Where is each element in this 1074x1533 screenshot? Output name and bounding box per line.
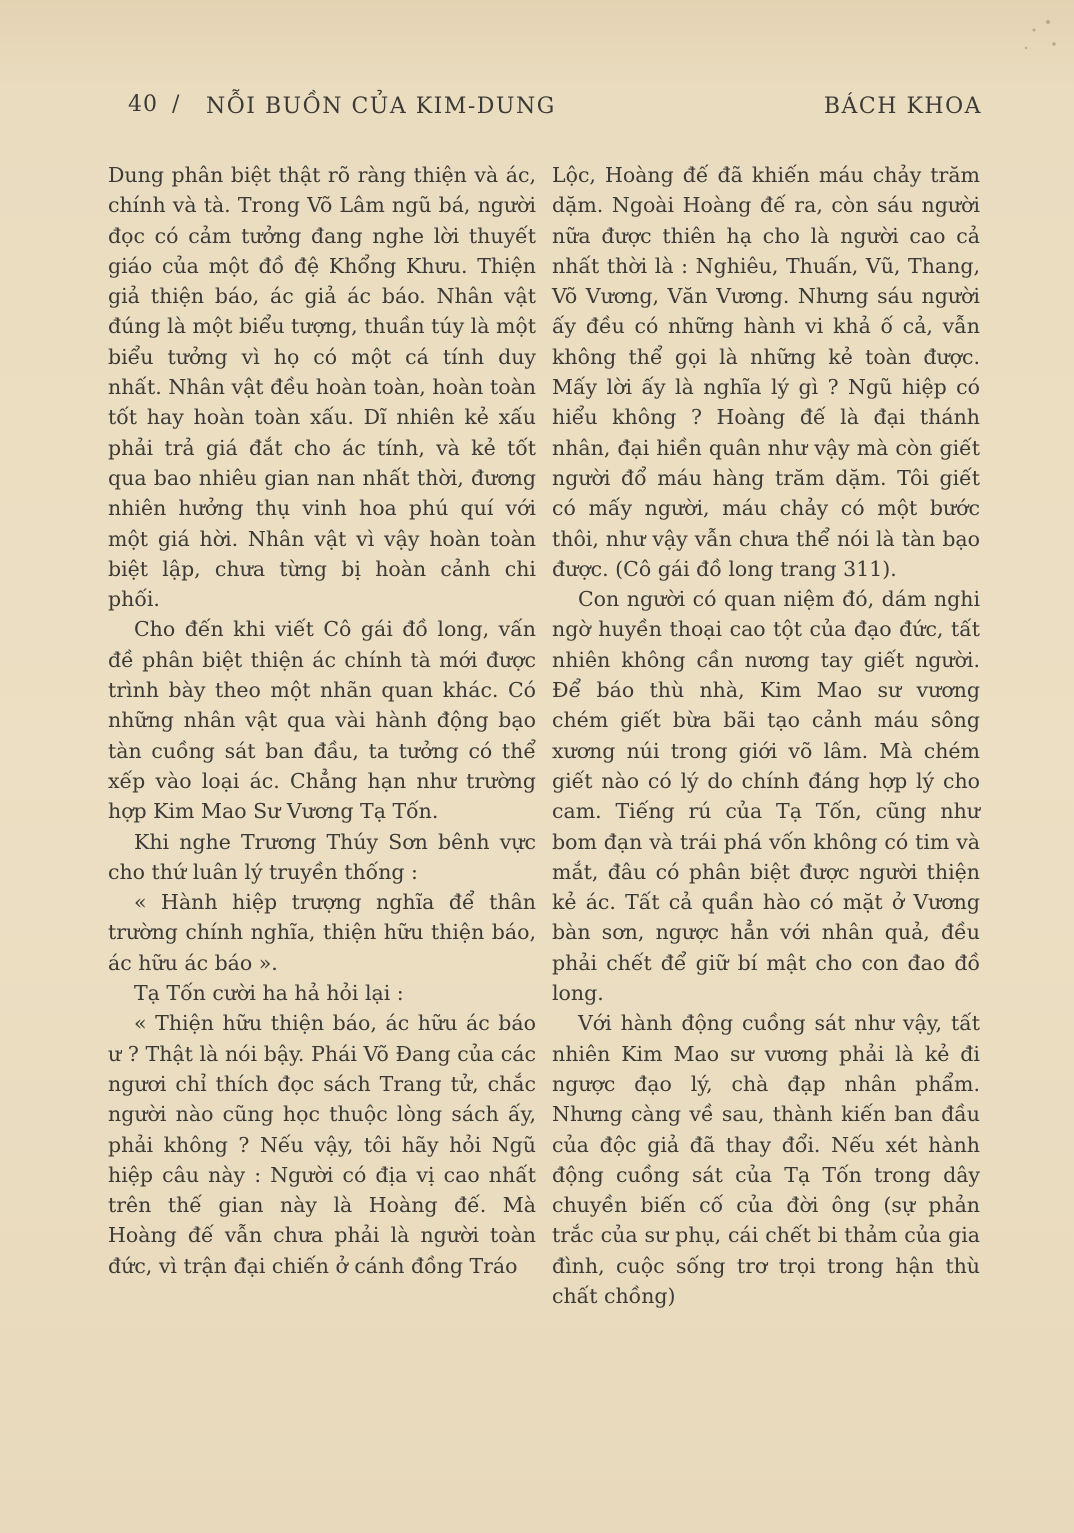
quote-paragraph: « Hành hiệp trượng nghĩa để thân trường chính nghĩa, thiện hữu thiện báo, ác hữu ác báo ». — [108, 890, 536, 975]
right-column — [552, 160, 980, 1311]
paragraph: Dung phân biệt thật rõ ràng thiện và ác, chính và tà. Trong Võ Lâm ngũ bá, người đọc có cảm tưởng đang nghe lời thuyết giáo của một đồ đệ Khổng Khưu. Thiện giả thiện báo, ác giả ác báo. Nhân vật đúng là một biểu tượng, thuần túy là một biểu tưởng vì họ có một cá tính duy nhất. Nhân vật đều hoàn toàn, hoàn toàn tốt hay hoàn toàn xấu. Dĩ nhiên kẻ xấu phải trả giá đắt cho ác tính, và kẻ tốt qua bao nhiêu gian nan nhất thời, đương nhiên hưởng thụ vinh hoa phú quí với một giá hời. Nhân vật vì vậy hoàn toàn biệt lập, chưa từng bị hoàn cảnh chi phối. — [108, 163, 536, 612]
running-title: NỖI BUỒN CỦA KIM-DUNG — [206, 94, 556, 119]
paragraph: Khi nghe Trương Thúy Sơn bênh vực cho thứ luân lý truyền thống : — [108, 829, 536, 884]
paragraph: Con người có quan niệm đó, dám nghi ngờ huyền thoại cao tột của đạo đức, tất nhiên không cần nương tay giết người. Để báo thù nhà, Kim Mao sư vương chém giết bừa bãi tạo cảnh máu sông xương núi trong giới võ lâm. Mà chém giết nào có lý do chính đáng hợp lý cho cam. Tiếng rú của Tạ Tốn, cũng như bom đạn và trái phá vốn không có tim và mắt, đâu có phân biệt được người thiện kẻ ác. Tất cả quần hào có mặt ở Vương bàn sơn, ngược hẳn với nhân quả, đều phải chết để giữ bí mật cho con đao đồ long. — [552, 587, 980, 1006]
paragraph: Với hành động cuồng sát như vậy, tất nhiên Kim Mao sư vương phải là kẻ đi ngược đạo lý, chà đạp nhân phẩm. Nhưng càng về sau, thành kiến ban đầu của độc giả đã thay đổi. Nếu xét hành động cuồng sát của Tạ Tốn trong dây chuyền biến cố của đời ông (sự phản trắc của sư phụ, cái chết bi thảm của gia đình, cuộc sống trơ trọi trong hận thù chất chồng) — [552, 1011, 980, 1308]
page-header — [120, 82, 982, 122]
paragraph: Lộc, Hoàng đế đã khiến máu chảy trăm dặm. Ngoài Hoàng đế ra, còn sáu người nữa được thiên hạ cho là người cao cả nhất thời là : Nghiêu, Thuấn, Vũ, Thang, Võ Vương, Văn Vương. Nhưng sáu người ấy đều có những hành vi khả ố cả, vẫn không thể gọi là những kẻ toàn được. Mấy lời ấy là nghĩa lý gì ? Ngũ hiệp có hiểu không ? Hoàng đế là đại thánh nhân, đại hiền quân như vậy mà còn giết người đổ máu hàng trăm dặm. Tôi giết có mấy người, máu chảy có một bước thôi, như vậy vẫn chưa thể nói là tàn bạo được. (Cô gái đồ long trang 311). — [552, 163, 980, 581]
magazine-name: BÁCH KHOA — [823, 94, 982, 119]
paragraph: Cho đến khi viết Cô gái đồ long, vấn đề phân biệt thiện ác chính tà mới được trình bày theo một nhãn quan khác. Có những nhân vật qua vài hành động bạo tàn cuồng sát ban đầu, ta tưởng có thể xếp vào loại ác. Chẳng hạn như trường hợp Kim Mao Sư Vương Tạ Tốn. — [108, 617, 536, 824]
page-number: 40 — [128, 92, 158, 117]
paper-stain — [1004, 10, 1064, 70]
header-separator: / — [172, 92, 180, 117]
quote-paragraph: « Thiện hữu thiện báo, ác hữu ác báo ư ? Thật là nói bậy. Phái Võ Đang của các ngươi chỉ thích đọc sách Trang tử, chắc người nào cũng học thuộc lòng sách ấy, phải không ? Nếu vậy, tôi hãy hỏi Ngũ hiệp câu này : Người có địa vị cao nhất trên thế gian này là Hoàng đế. Mà Hoàng đế vẫn chưa phải là người toàn đức, vì trận đại chiến ở cánh đồng Tráo — [108, 1011, 536, 1278]
paragraph: Tạ Tốn cười ha hả hỏi lại : — [134, 981, 404, 1006]
left-column — [108, 160, 536, 1281]
